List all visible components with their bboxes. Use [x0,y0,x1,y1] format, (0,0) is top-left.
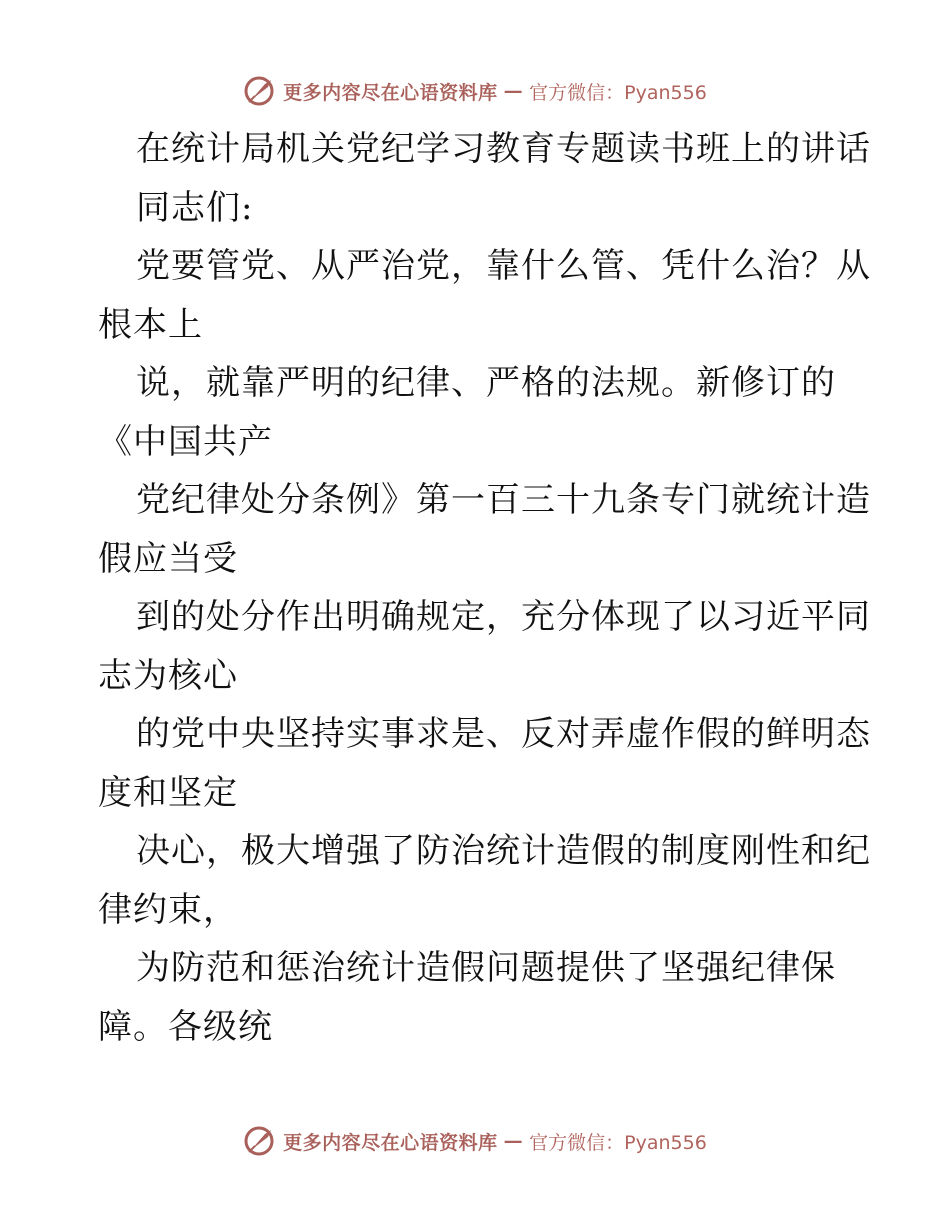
text-line: 志为核心 [98,655,238,696]
text-line: 《中国共产 [98,421,273,462]
text-line: 根本上 [98,304,203,345]
text-line: 说，就靠严明的纪律、严格的法规。新修订的 [136,363,836,403]
quill-pen-logo-icon [243,1124,277,1158]
text-line: 到的处分作出明确规定，充分体现了以习近平同 [136,597,871,637]
watermark-brand-text: 更多内容尽在心语资料库 [283,1131,498,1154]
watermark-wechat-text: 官方微信：Pyan556 [529,1131,707,1154]
watermark-separator: — [503,80,524,102]
text-line: 为防范和惩治统计造假问题提供了坚强纪律保 [136,948,836,988]
watermark-separator: — [503,1130,524,1152]
text-line: 决心，极大增强了防治统计造假的制度刚性和纪 [136,831,871,871]
text-line: 党纪律处分条例》第一百三十九条专门就统计造 [136,480,871,520]
text-line: 度和坚定 [98,772,238,813]
watermark-wechat-text: 官方微信：Pyan556 [529,81,707,104]
text-line: 党要管党、从严治党，靠什么管、凭什么治？从 [136,246,871,286]
quill-pen-logo-icon [243,74,277,108]
watermark-brand-text: 更多内容尽在心语资料库 [283,81,498,104]
document-title: 在统计局机关党纪学习教育专题读书班上的讲话 [136,129,871,169]
text-line: 假应当受 [98,538,238,579]
text-line: 障。各级统 [98,1006,273,1047]
footer-watermark [0,1121,950,1161]
text-line: 律约束， [98,889,238,930]
text-line: 的党中央坚持实事求是、反对弄虚作假的鲜明态 [136,714,871,754]
salutation: 同志们: [136,187,254,228]
document-body [98,120,871,1056]
header-watermark [0,71,950,111]
